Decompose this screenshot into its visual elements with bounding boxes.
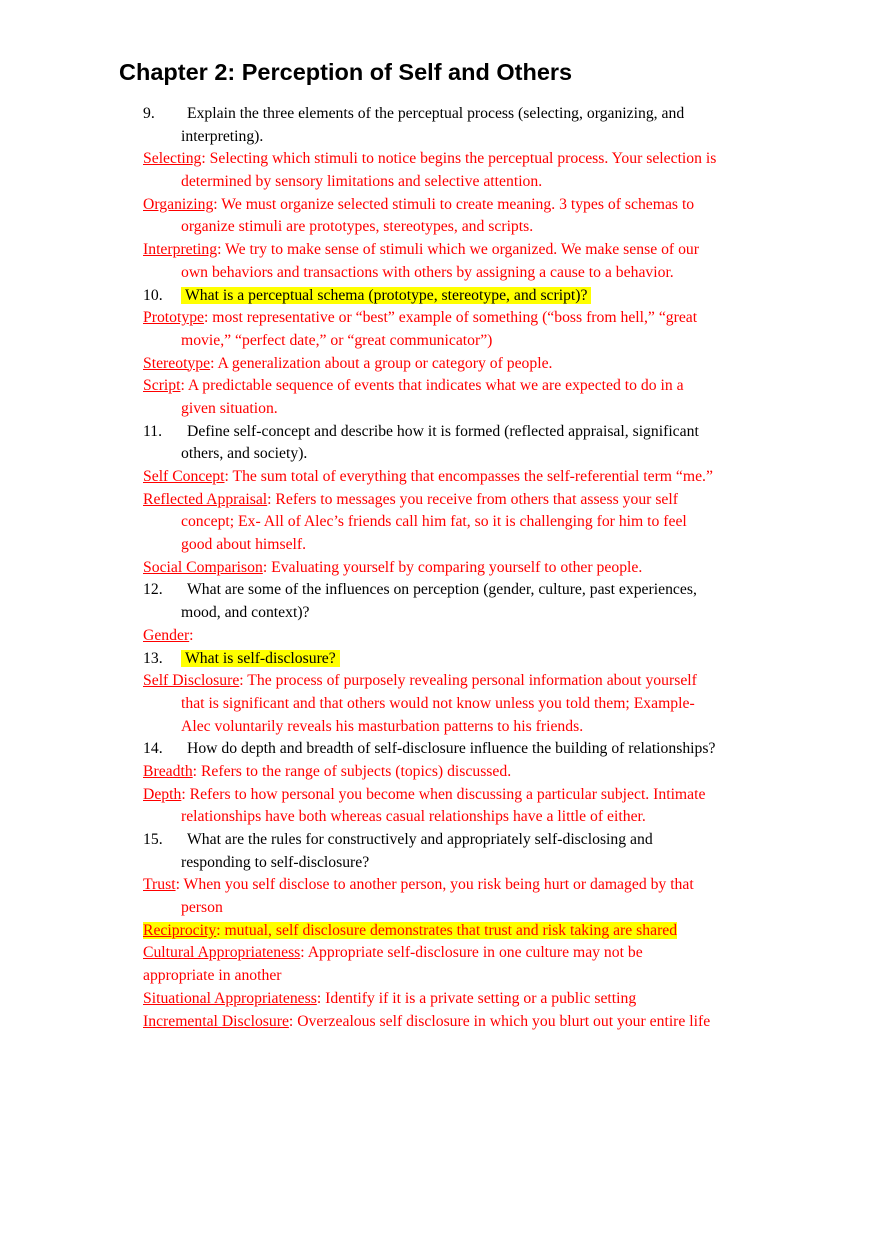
definition-text: : Evaluating yourself by comparing yourself to other people. <box>262 558 643 576</box>
definition-text: : The sum total of everything that encompasses the self-referential term “me.” <box>224 468 713 485</box>
question-text: Define self-concept and describe how it is formed (reflected appraisal, significant <box>187 422 699 440</box>
definition-text: that is significant and that others would not know unless you told them; Example- <box>181 694 695 712</box>
definition-text: : When you self disclose to another person, you risk being hurt or damaged by that <box>175 876 694 894</box>
definition-text: Alec voluntarily reveals his masturbation patterns to his friends. <box>181 717 584 735</box>
term-organizing: Organizing <box>143 195 214 213</box>
question-10 <box>143 285 823 308</box>
definition-text: : Overzealous self disclosure in which you blurt out your entire life <box>288 1012 711 1030</box>
answer-interpreting-continued <box>143 262 823 285</box>
answer-gender <box>143 625 823 648</box>
question-11-continued <box>143 443 823 466</box>
answer-interpreting <box>143 239 823 262</box>
question-text: interpreting). <box>181 127 264 145</box>
question-number: 13. <box>143 649 163 667</box>
question-13 <box>143 648 823 671</box>
definition-text: : <box>189 626 194 644</box>
page-title: Chapter 2: Perception of Self and Others <box>119 59 573 85</box>
question-number: 9. <box>143 105 155 122</box>
answer-self-disclosure <box>143 670 823 693</box>
question-9-continued <box>143 126 823 149</box>
answer-breadth <box>143 761 823 784</box>
definition-text: : most representative or “best” example of something (“boss from hell,” “great <box>204 309 698 327</box>
definition-text: : Selecting which stimuli to notice begins the perceptual process. Your selection is <box>201 150 717 168</box>
definition-text: determined by sensory limitations and selective attention. <box>181 173 543 191</box>
definition-text: : A generalization about a group or category of people. <box>210 354 553 372</box>
answer-cultural-appropriateness <box>143 942 823 965</box>
definition-text: : Refers to messages you receive from others that assess your self <box>267 490 678 508</box>
question-15-continued <box>143 852 823 875</box>
term-cultural-appropriateness: Cultural Appropriateness <box>143 944 301 962</box>
term-interpreting: Interpreting <box>143 241 218 259</box>
term-reflected-appraisal: Reflected Appraisal <box>143 490 268 508</box>
question-14 <box>143 738 823 761</box>
definition-text: organize stimuli are prototypes, stereotypes, and scripts. <box>181 218 534 236</box>
definition-text: : Identify if it is a private setting or a public setting <box>316 989 637 1007</box>
question-text: What are some of the influences on perception (gender, culture, past experiences, <box>187 581 697 599</box>
term-reciprocity: Reciprocity <box>143 921 217 939</box>
term-gender: Gender <box>143 626 190 644</box>
term-stereotype: Stereotype <box>143 354 211 372</box>
question-12-continued <box>143 602 823 625</box>
term-depth: Depth <box>143 785 182 803</box>
term-prototype: Prototype <box>143 309 205 327</box>
question-text: mood, and context)? <box>181 604 310 622</box>
question-number: 10. <box>143 286 163 304</box>
question-number: 15. <box>143 831 163 848</box>
answer-social-comparison <box>143 557 823 580</box>
answer-situational-appropriateness <box>143 988 823 1011</box>
definition-text: : We try to make sense of stimuli which we organized. We make sense of our <box>217 241 699 259</box>
definition-text: person <box>181 899 223 917</box>
definition-text: : Refers to the range of subjects (topics) discussed. <box>192 762 512 780</box>
question-11 <box>143 421 823 444</box>
question-number: 11. <box>143 422 163 440</box>
answer-script-continued <box>143 398 823 421</box>
answer-trust-continued <box>143 897 823 920</box>
highlighted-answer <box>143 922 677 939</box>
term-incremental-disclosure: Incremental Disclosure <box>143 1012 289 1030</box>
answer-organizing <box>143 194 823 217</box>
definition-text: movie,” “perfect date,” or “great communicator”) <box>181 331 493 349</box>
term-breadth: Breadth <box>143 762 193 780</box>
definition-text: : A predictable sequence of events that indicates what we are expected to do in a <box>180 377 684 395</box>
answer-prototype-continued <box>143 330 823 353</box>
answer-prototype <box>143 307 823 330</box>
answer-trust <box>143 874 823 897</box>
definition-text: appropriate in another <box>143 967 282 985</box>
definition-text: : Refers to how personal you become when discussing a particular subject. Intimate <box>181 785 706 803</box>
question-number: 12. <box>143 581 163 599</box>
term-self-disclosure: Self Disclosure <box>143 672 240 690</box>
answer-self-concept <box>143 466 823 489</box>
answer-script <box>143 375 823 398</box>
definition-text: good about himself. <box>181 536 307 554</box>
answer-depth <box>143 784 823 807</box>
answer-reflected-appraisal-continued <box>143 511 823 534</box>
answer-depth-continued <box>143 806 823 829</box>
term-situational-appropriateness: Situational Appropriateness <box>143 989 317 1007</box>
definition-text: : We must organize selected stimuli to create meaning. 3 types of schemas to <box>213 195 695 213</box>
question-9 <box>143 103 823 126</box>
term-social-comparison: Social Comparison <box>143 558 263 576</box>
answer-incremental-disclosure <box>143 1011 823 1034</box>
question-12 <box>143 579 823 602</box>
definition-text: given situation. <box>181 399 278 417</box>
answer-selecting <box>143 148 823 171</box>
answer-stereotype <box>143 353 823 376</box>
definition-text: own behaviors and transactions with others by assigning a cause to a behavior. <box>181 263 674 281</box>
term-selecting: Selecting <box>143 150 202 168</box>
answer-organizing-continued <box>143 216 823 239</box>
definition-text: : Appropriate self-disclosure in one culture may not be <box>300 944 643 962</box>
question-text: responding to self-disclosure? <box>181 853 370 871</box>
term-trust: Trust <box>143 876 176 894</box>
definition-text: relationships have both whereas casual relationships have a little of either. <box>181 808 646 826</box>
answer-reflected-appraisal <box>143 489 823 512</box>
answer-cultural-appropriateness-continued <box>143 965 823 988</box>
answer-self-disclosure-continued <box>143 716 823 739</box>
term-script: Script <box>143 377 181 395</box>
answer-self-disclosure-continued <box>143 693 823 716</box>
answer-selecting-continued <box>143 171 823 194</box>
question-text: Explain the three elements of the perceptual process (selecting, organizing, and <box>187 105 685 122</box>
definition-text: : mutual, self disclosure demonstrates that trust and risk taking are shared <box>216 921 678 939</box>
definition-text: : The process of purposely revealing personal information about yourself <box>239 672 697 690</box>
question-15 <box>143 829 823 852</box>
answer-reciprocity <box>143 920 823 943</box>
question-text: What is a perceptual schema (prototype, stereotype, and script)? <box>181 287 591 304</box>
question-number: 14. <box>143 740 163 758</box>
study-guide-content <box>143 103 823 1033</box>
question-text: others, and society). <box>181 445 308 463</box>
question-text: How do depth and breadth of self-disclosure influence the building of relationships? <box>187 740 716 758</box>
answer-reflected-appraisal-continued <box>143 534 823 557</box>
definition-text: concept; Ex- All of Alec’s friends call him fat, so it is challenging for him to feel <box>181 513 687 531</box>
question-text: What are the rules for constructively and appropriately self-disclosing and <box>187 831 653 848</box>
question-text: What is self-disclosure? <box>181 650 340 667</box>
term-self-concept: Self Concept <box>143 468 225 485</box>
